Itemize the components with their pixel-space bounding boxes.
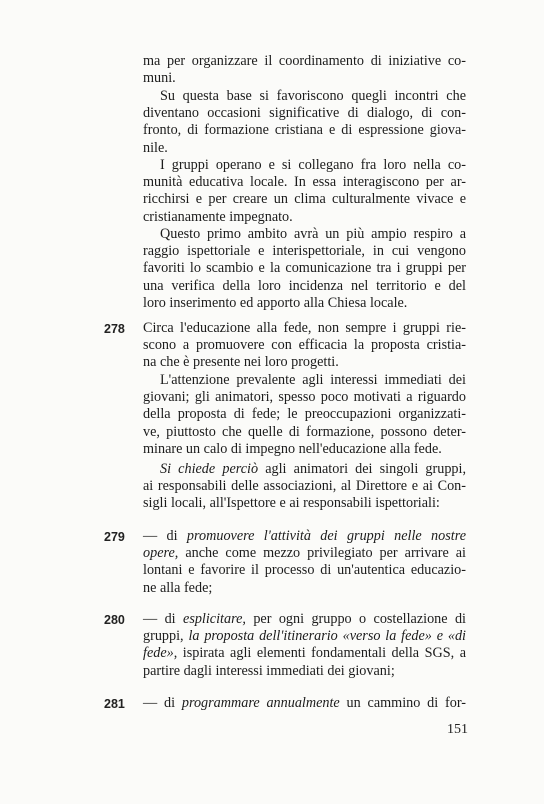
paragraph-2: [143, 88, 466, 157]
text-line: Si chiede perciò agli animatori dei singoli gruppi,: [160, 461, 466, 477]
text-line: lontani e favorire il processo di un'autentica educazio-: [143, 562, 466, 579]
text-line: ma per organizzare il coordinamento di iniziative co-: [143, 53, 466, 69]
page-number: 151: [447, 722, 468, 737]
text-line: scono a promuovere con efficacia la proposta cristia-: [143, 337, 466, 354]
paragraph-280: [143, 611, 466, 680]
text-line: giovani; gli animatori, spesso poco motivati a riguardo: [143, 389, 466, 406]
text-line: favoriti lo scambio e la comunicazione tra i gruppi per: [143, 260, 466, 277]
paragraph-4: [143, 226, 466, 312]
text-line: fronto, di formazione cristiana e di espressione giova-: [143, 122, 466, 139]
text-line: opere, anche come mezzo privilegiato per arrivare ai: [143, 545, 466, 562]
text-line: ve, piuttosto che quelle di formazione, possono deter-: [143, 423, 466, 440]
text-line: na che è presente nei loro progetti.: [143, 354, 339, 371]
text-line: una verifica della loro incidenza nel territorio e del: [143, 277, 466, 294]
paragraph-281: [143, 695, 466, 712]
text-line: raggio ispettoriale e interispettoriale, in cui vengono: [143, 243, 466, 260]
text-line: partire dagli interessi immediati dei giovani;: [143, 662, 395, 679]
text-line: Questo primo ambito avrà un più ampio respiro a: [160, 226, 466, 242]
text-line: della proposta di fede; le preoccupazioni organizzati-: [143, 406, 466, 423]
text-line: — di esplicitare, per ogni gruppo o costellazione di: [143, 611, 466, 627]
text-line: fede», ispirata agli elementi fondamentali della SGS, a: [143, 645, 466, 662]
text-line: ai responsabili delle associazioni, al Direttore e ai Con-: [143, 478, 466, 495]
text-line: diventano occasioni significative di dialogo, di con-: [143, 105, 466, 122]
text-line: ne alla fede;: [143, 579, 213, 596]
text-line: ricchirsi e per creare un clima culturalmente vivace e: [143, 191, 466, 208]
text-line: minare un calo di impegno nell'educazione alla fede.: [143, 440, 442, 457]
paragraph-279: [143, 528, 466, 597]
section-number: 279: [104, 530, 125, 544]
text-line: — di programmare annualmente un cammino di for-: [143, 695, 466, 711]
text-line: Circa l'educazione alla fede, non sempre i gruppi rie-: [143, 320, 466, 336]
text-line: sigli locali, all'Ispettore e ai responsabili ispettoriali:: [143, 495, 440, 512]
paragraph-1: [143, 53, 466, 87]
text-line: cristianamente impegnato.: [143, 208, 293, 225]
section-number: 278: [104, 322, 125, 336]
paragraph-6: [143, 461, 466, 513]
paragraph-3: [143, 157, 466, 226]
section-number: 281: [104, 697, 125, 711]
section-number: 280: [104, 613, 125, 627]
text-line: I gruppi operano e si collegano fra loro nella co-: [160, 157, 466, 173]
text-line: L'attenzione prevalente agli interessi immediati dei: [160, 372, 466, 388]
text-line: muni.: [143, 70, 176, 87]
text-line: nile.: [143, 139, 168, 156]
text-line: — di promuovere l'attività dei gruppi nelle nostre: [143, 528, 466, 544]
paragraph-278: [143, 320, 466, 372]
text-line: loro inserimento ed apporto alla Chiesa locale.: [143, 294, 408, 311]
text-line: Su questa base si favoriscono quegli incontri che: [160, 88, 466, 104]
text-line: munità educativa locale. In essa interagiscono per ar-: [143, 174, 466, 191]
paragraph-5: [143, 372, 466, 458]
text-line: gruppi, la proposta dell'itinerario «verso la fede» e «di: [143, 628, 466, 645]
